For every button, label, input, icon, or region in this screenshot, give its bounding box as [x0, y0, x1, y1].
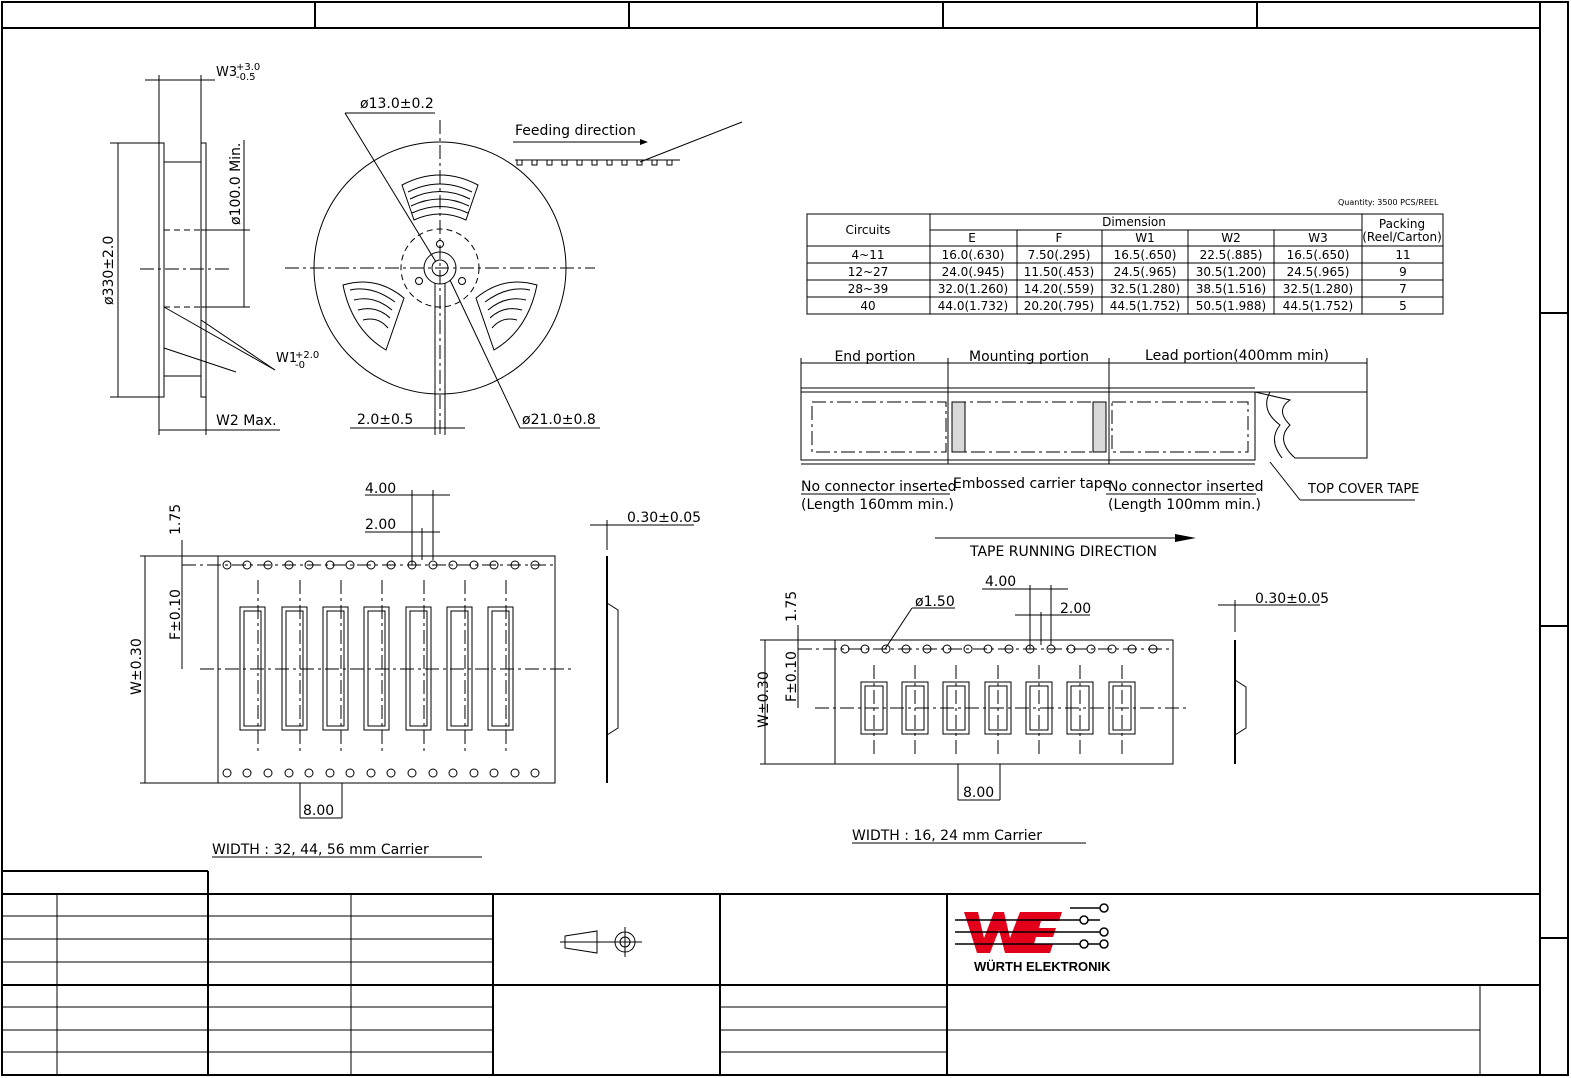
small-dim-175-label: 1.75	[784, 590, 800, 622]
big-carrier-caption: WIDTH : 32, 44, 56 mm Carrier	[212, 842, 429, 858]
small-dim-2-label: 2.00	[1060, 601, 1092, 617]
cell-circuits: 40	[860, 299, 876, 313]
w2-label: W2 Max.	[216, 413, 277, 429]
wurth-logo	[955, 904, 1108, 953]
th-col-e: E	[968, 231, 976, 245]
feeding-direction-label: Feeding direction	[515, 123, 636, 139]
cell-w1: 16.5(.650)	[1113, 248, 1177, 262]
cell-circuits: 12~27	[847, 265, 889, 279]
th-col-w1: W1	[1135, 231, 1155, 245]
tape-running-direction-label: TAPE RUNNING DIRECTION	[970, 544, 1158, 560]
tape-layout	[801, 358, 1415, 542]
th-packing-sub: (Reel/Carton)	[1362, 230, 1442, 244]
length-160-label: (Length 160mm min.)	[801, 497, 954, 513]
logo-wordmark: WÜRTH ELEKTRONIK	[974, 959, 1111, 974]
small-dim-w-label: W±0.30	[756, 671, 772, 728]
w1-tol-plus: +2.0	[295, 350, 320, 361]
big-carrier-pockets	[240, 580, 513, 755]
small-pitch-label: 8.00	[963, 785, 995, 801]
small-carrier-drawing	[760, 585, 1320, 843]
th-packing: Packing	[1378, 217, 1426, 231]
cell-circuits: 4~11	[851, 248, 885, 262]
big-dim-f-label: F±0.10	[168, 589, 184, 640]
cell-f: 7.50(.295)	[1027, 248, 1091, 262]
cell-e: 32.0(1.260)	[937, 282, 1009, 296]
cell-w1: 44.5(1.752)	[1109, 299, 1181, 313]
hub-min-diameter-label: ø100.0 Min.	[228, 142, 244, 225]
cell-w2: 38.5(1.516)	[1195, 282, 1267, 296]
end-portion-label: End portion	[834, 349, 916, 365]
th-col-w3: W3	[1308, 231, 1328, 245]
cell-w3: 24.5(.965)	[1286, 265, 1350, 279]
reel-front-view	[285, 113, 742, 435]
cell-packing: 9	[1399, 265, 1407, 279]
w1-label: W1	[276, 351, 298, 366]
big-carrier-drawing	[140, 490, 694, 857]
cell-f: 14.20(.559)	[1023, 282, 1095, 296]
reel-side-view	[110, 75, 280, 435]
cell-e: 24.0(.945)	[941, 265, 1005, 279]
small-dim-f-label: F±0.10	[784, 651, 800, 702]
cell-e: 44.0(1.732)	[937, 299, 1009, 313]
small-carrier-caption: WIDTH : 16, 24 mm Carrier	[852, 828, 1043, 844]
cell-w1: 32.5(1.280)	[1109, 282, 1181, 296]
cell-packing: 11	[1395, 248, 1411, 262]
big-dim-4-label: 4.00	[365, 481, 397, 497]
no-connector-label-2: No connector inserted	[1108, 479, 1264, 495]
quantity-label: Quantity: 3500 PCS/REEL	[1338, 198, 1439, 207]
cell-w3: 32.5(1.280)	[1282, 282, 1354, 296]
cell-e: 16.0(.630)	[941, 248, 1005, 262]
big-dim-175-label: 1.75	[168, 503, 184, 535]
cell-w3: 44.5(1.752)	[1282, 299, 1354, 313]
big-dim-w-label: W±0.30	[129, 638, 145, 695]
w3-label: W3	[216, 65, 238, 80]
big-dim-2-label: 2.00	[365, 517, 397, 533]
th-circuits: Circuits	[845, 223, 891, 237]
arbor-diameter-label: ø21.0±0.8	[522, 412, 596, 428]
cell-w3: 16.5(.650)	[1286, 248, 1350, 262]
cell-f: 20.20(.795)	[1023, 299, 1095, 313]
small-thickness-label: 0.30±0.05	[1255, 591, 1330, 607]
hub-diameter-label: ø13.0±0.2	[360, 96, 434, 112]
th-col-f: F	[1055, 231, 1063, 245]
w3-tol-plus: +3.0	[236, 62, 261, 73]
cell-w2: 50.5(1.988)	[1195, 299, 1267, 313]
cell-f: 11.50(.453)	[1023, 265, 1095, 279]
cell-w2: 30.5(1.200)	[1195, 265, 1267, 279]
small-carrier-pockets	[861, 665, 1135, 755]
embossed-carrier-label: Embossed carrier tape	[953, 476, 1112, 492]
reel-diameter-label: ø330±2.0	[101, 235, 117, 305]
cell-packing: 7	[1399, 282, 1407, 296]
big-thickness-label: 0.30±0.05	[627, 510, 702, 526]
big-carrier-bottom-holes	[223, 769, 539, 777]
lead-portion-label: Lead portion(400mm min)	[1145, 348, 1329, 364]
small-dim-4-label: 4.00	[985, 574, 1017, 590]
cell-w2: 22.5(.885)	[1199, 248, 1263, 262]
w1-tol-minus: -0	[295, 360, 305, 371]
th-col-w2: W2	[1221, 231, 1241, 245]
length-100-label: (Length 100mm min.)	[1108, 497, 1261, 513]
small-hole-label: ø1.50	[915, 594, 955, 610]
top-cover-tape-label: TOP COVER TAPE	[1308, 482, 1420, 497]
th-dimension: Dimension	[1102, 215, 1166, 229]
mounting-portion-label: Mounting portion	[968, 349, 1090, 365]
cell-circuits: 28~39	[847, 282, 889, 296]
title-block	[2, 871, 1540, 1075]
w3-tol-minus: -0.5	[236, 72, 256, 83]
projection-symbol-icon	[560, 927, 642, 957]
cell-w1: 24.5(.965)	[1113, 265, 1177, 279]
cell-packing: 5	[1399, 299, 1407, 313]
no-connector-label-1: No connector inserted	[801, 479, 957, 495]
big-pitch-label: 8.00	[303, 803, 335, 819]
slot-width-label: 2.0±0.5	[357, 412, 414, 428]
